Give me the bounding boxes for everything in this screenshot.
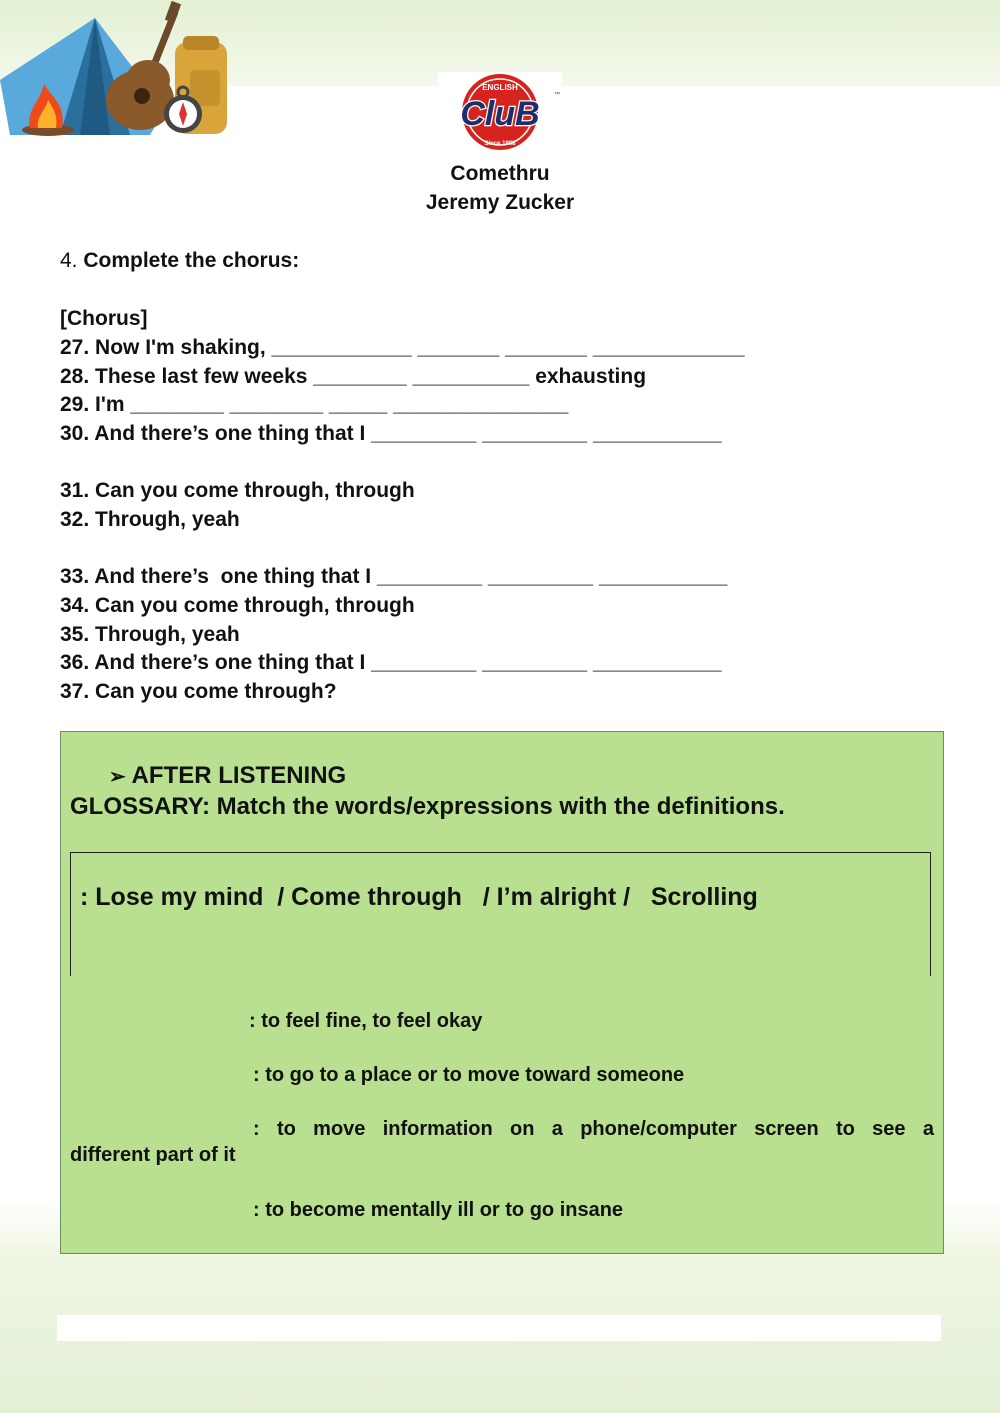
- english-club-logo: [438, 72, 562, 154]
- chorus-label: [Chorus]: [60, 307, 148, 330]
- logo-top-text: ENGLISH: [482, 83, 518, 92]
- lyric-line: 31. Can you come through, through: [60, 479, 415, 502]
- word-bank-box: [70, 852, 931, 976]
- lyric-line: 35. Through, yeah: [60, 623, 240, 646]
- song-title: Comethru: [450, 162, 550, 185]
- lyric-line: 27. Now I'm shaking, ____________ _______ _______ _____________: [60, 336, 745, 359]
- lyric-line: 30. And there’s one thing that I _________ _________ ___________: [60, 422, 722, 445]
- camping-illustration: [0, 0, 250, 145]
- lyric-line: 28. These last few weeks ________ __________ exhausting: [60, 365, 647, 388]
- exercise-number: 4.: [60, 249, 78, 272]
- lyric-line: 32. Through, yeah: [60, 508, 240, 531]
- arrow-bullet-icon: ➢: [109, 766, 126, 788]
- logo-bottom-text: Since 1998: [484, 141, 516, 147]
- after-listening-heading: [109, 762, 346, 790]
- exercise-instruction-text: Complete the chorus:: [83, 249, 300, 272]
- definition-item: : to move information on a phone/computer screen to see a: [253, 1118, 934, 1140]
- word-bank: : Lose my mind / Come through / I’m alright / Scrolling: [80, 883, 758, 911]
- glossary-instruction: GLOSSARY: Match the words/expressions with the definitions.: [70, 793, 785, 820]
- definition-item: : to become mentally ill or to go insane: [253, 1199, 624, 1221]
- after-listening-title: AFTER LISTENING: [131, 762, 347, 789]
- logo-tm: ™: [554, 92, 560, 98]
- logo-main-text: CluB: [460, 95, 540, 133]
- lyric-line: 29. I'm ________ ________ _____ _______________: [60, 393, 569, 416]
- song-artist: Jeremy Zucker: [425, 191, 575, 214]
- lyric-line: 34. Can you come through, through: [60, 594, 415, 617]
- definition-item-continued: different part of it: [70, 1144, 236, 1166]
- definition-item: : to go to a place or to move toward someone: [253, 1064, 685, 1086]
- exercise-instruction: [60, 249, 299, 273]
- lyric-line: 36. And there’s one thing that I _________ _________ ___________: [60, 651, 722, 674]
- footer-bar: [57, 1315, 941, 1341]
- lyric-line: 33. And there’s one thing that I _________ _________ ___________: [60, 565, 728, 588]
- after-listening-box: [60, 731, 944, 1254]
- definition-item: : to feel fine, to feel okay: [249, 1010, 483, 1032]
- lyric-line: 37. Can you come through?: [60, 680, 337, 703]
